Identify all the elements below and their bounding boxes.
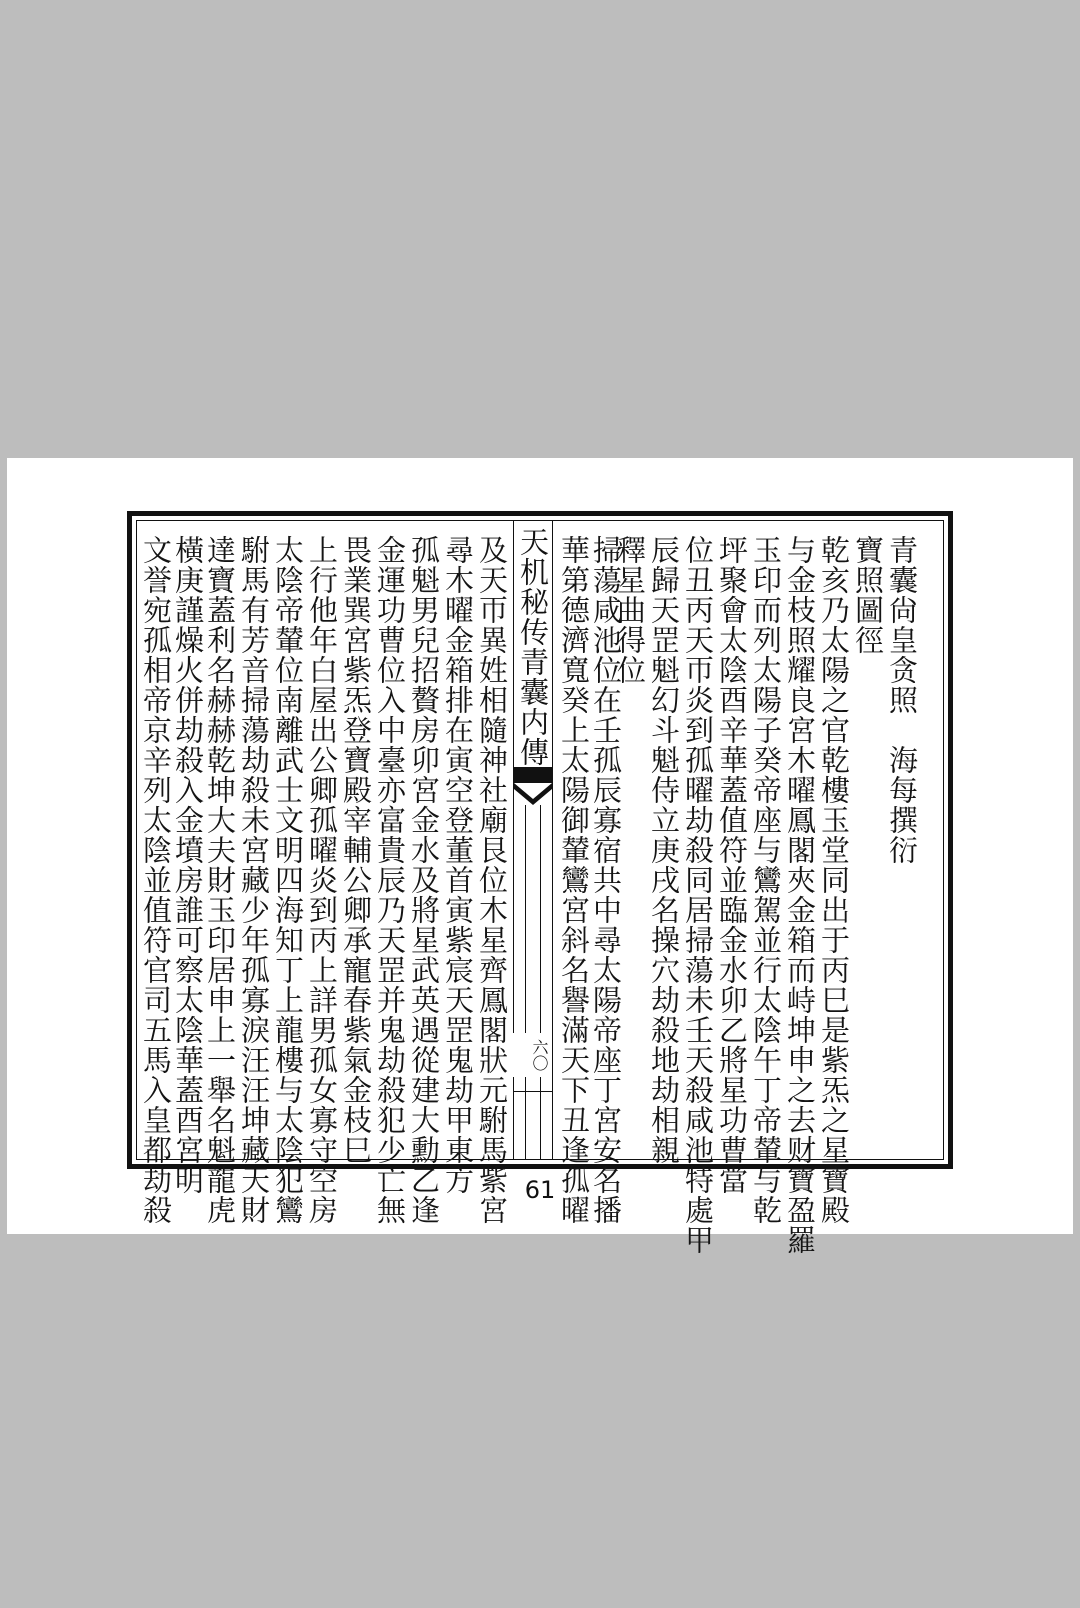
text-column: 文誉宛孤相帝京辛列太陰並值符官司五馬入皇都劫殺: [139, 535, 173, 1225]
text-column: 達寶蓋利名赫赫乾坤大夫財玉印居申上一舉名魁龍虎: [203, 535, 237, 1225]
book-spine: [513, 521, 553, 1159]
spine-title: 天机秘传青囊内傳: [516, 527, 550, 767]
text-column: 坪聚會太陰酉辛華蓋值符並臨金水卯乙將星功曹當: [715, 535, 749, 1195]
text-column: 位丑丙天帀炎到孤曜劫殺同居掃蕩未壬天殺咸池特處甲: [681, 535, 715, 1255]
text-column: 金運功曹位入中臺亦富貴辰乃天罡并鬼劫殺犯少亡無: [373, 535, 407, 1225]
text-column: 玉印而列太陽子癸帝座与鸞駕並行太陰午丁帝輦与乾: [749, 535, 783, 1225]
text-column: 寶照圖徑: [851, 535, 885, 655]
text-column: 孤魁男兒招贅房卯宮金水及將星武英遇從建大勳乙逢: [407, 535, 441, 1225]
text-column: 辰歸天罡魁幻斗魁侍立庚戌名操穴劫殺地劫相親: [647, 535, 681, 1165]
text-column: 駙馬有芳音掃蕩劫殺未宮藏少年孤寡淚汪汪坤藏天財: [237, 535, 271, 1225]
text-column: 釋星曲得位: [613, 535, 647, 685]
text-column: 太陰帝輦位南離武士文明四海知丁上龍樓与太陰犯鸞: [271, 535, 305, 1225]
page-number: 61: [524, 1176, 556, 1204]
text-column: 青囊尙皇贪照 海每撰衍: [885, 535, 919, 865]
text-column: 与金枝照耀良宮木曜鳳閣夾金箱而峙坤申之去财寶盈羅: [783, 535, 817, 1255]
text-column: 上行他年白屋出公卿孤曜炎到丙上詳男孤女寡守空房: [305, 535, 339, 1225]
text-column: 橫庚謹燥火併劫殺入金墳房誰可察太陰華蓋酉宮明: [171, 535, 205, 1195]
text-column: 畏業巽宮紫炁登寶殿宰輔公卿承寵春紫氣金枝巳: [339, 535, 373, 1165]
text-column: 掃蕩咸池位在壬孤辰寡宿共中尋太陽帝座丁宮安名播: [589, 535, 623, 1225]
text-column: 乾亥乃太陽之官乾樓玉堂同出于丙巳是紫炁之星寶殿: [817, 535, 851, 1225]
fishtail-mark-icon: [514, 767, 552, 807]
leaf-number: 六〇: [513, 1033, 551, 1077]
spine-divider: [514, 1091, 552, 1092]
text-column: 尋木曜金箱排在寅空登董首寅紫宸天罡鬼劫甲東方: [441, 535, 475, 1195]
text-column: 及天帀異姓相隨神社廟艮位木星齊鳳閣狀元駙馬紫宮: [475, 535, 509, 1225]
text-column: 華第德濟寬癸上太陽御輦鸞宮斜名譽滿天下丑逢孤曜: [557, 535, 591, 1225]
spine-rule: [525, 805, 541, 1159]
scanned-page: [7, 458, 1073, 1255]
